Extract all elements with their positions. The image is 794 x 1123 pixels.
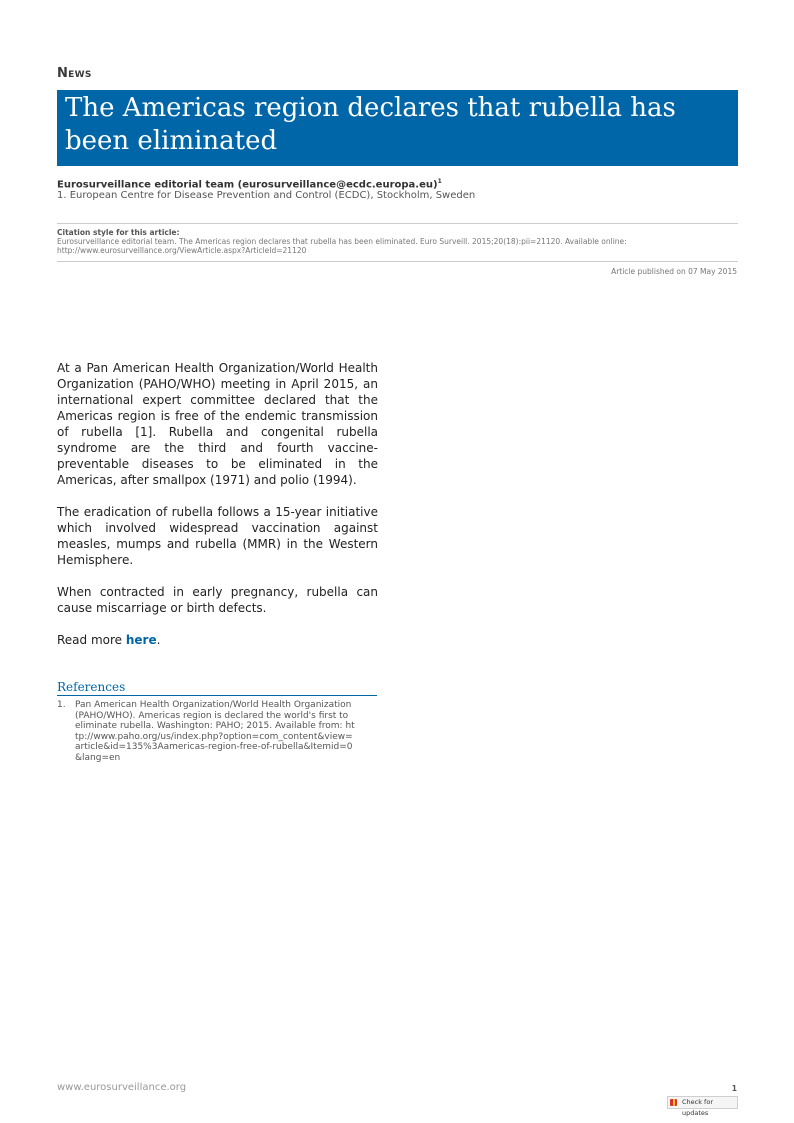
citation-text[interactable]: Eurosurveillance editorial team. The Americas region declares that rubella has been eliminated. Euro Surveill. 2015;20(18):pii=21120. Available online: http://www.eurosurveillance.org/ViewArticle.aspx?ArticleId=21120	[57, 237, 627, 255]
page-number: 1	[731, 1084, 737, 1093]
paragraph: The eradication of rubella follows a 15-year initiative which involved widespread vaccination against measles, mumps and rubella (MMR) in the Western Hemisphere.	[57, 505, 378, 567]
citation-block	[57, 228, 738, 255]
title-banner	[57, 90, 738, 166]
article-body	[57, 360, 378, 664]
section-label: News	[57, 66, 92, 81]
paragraph: When contracted in early pregnancy, rubella can cause miscarriage or birth defects.	[57, 585, 378, 615]
reference-number: 1.	[57, 700, 66, 710]
paragraph: At a Pan American Health Organization/World Health Organization (PAHO/WHO) meeting in April 2015, an international expert committee declared that the Americas region is free of the endemic transmission of rubella [1]. Rubella and congenital rubella syndrome are the third and fourth vaccine-preventable diseases to be eliminated in the Americas, after smallpox (1971) and polio (1994).	[57, 361, 378, 487]
read-more-prefix: Read more	[57, 633, 126, 647]
divider	[57, 261, 738, 262]
published-date: Article published on 07 May 2015	[611, 267, 737, 276]
citation-heading: Citation style for this article:	[57, 228, 180, 237]
check-for-updates-button[interactable]	[667, 1096, 738, 1117]
reference-text[interactable]: Pan American Health Organization/World Health Organization (PAHO/WHO). Americas region is declared the world's first to eliminate rubella. Washington: PAHO; 2015. Available from: http://www.paho.org/us/index.php?option=com_content&view=article&id=135%3Aamericas-region-free-of-rubella&Itemid=0&lang=en	[75, 700, 355, 763]
crossmark-icon	[670, 1099, 677, 1106]
read-more-suffix: .	[156, 633, 161, 647]
read-more	[57, 632, 378, 648]
references-heading: References	[57, 680, 377, 696]
footer-url[interactable]: www.eurosurveillance.org	[57, 1082, 187, 1093]
check-for-updates-label: Check for updates	[682, 1098, 713, 1117]
author-affiliation-marker: 1	[437, 178, 442, 185]
authors: Eurosurveillance editorial team (eurosurveillance@ecdc.europa.eu)	[57, 179, 438, 191]
divider	[57, 223, 738, 224]
read-more-link[interactable]: here	[125, 633, 157, 647]
author-line	[57, 178, 442, 190]
reference-item	[57, 700, 377, 763]
article-title: The Americas region declares that rubella has been eliminated	[65, 93, 676, 156]
affiliation: 1. European Centre for Disease Prevention and Control (ECDC), Stockholm, Sweden	[57, 190, 476, 201]
